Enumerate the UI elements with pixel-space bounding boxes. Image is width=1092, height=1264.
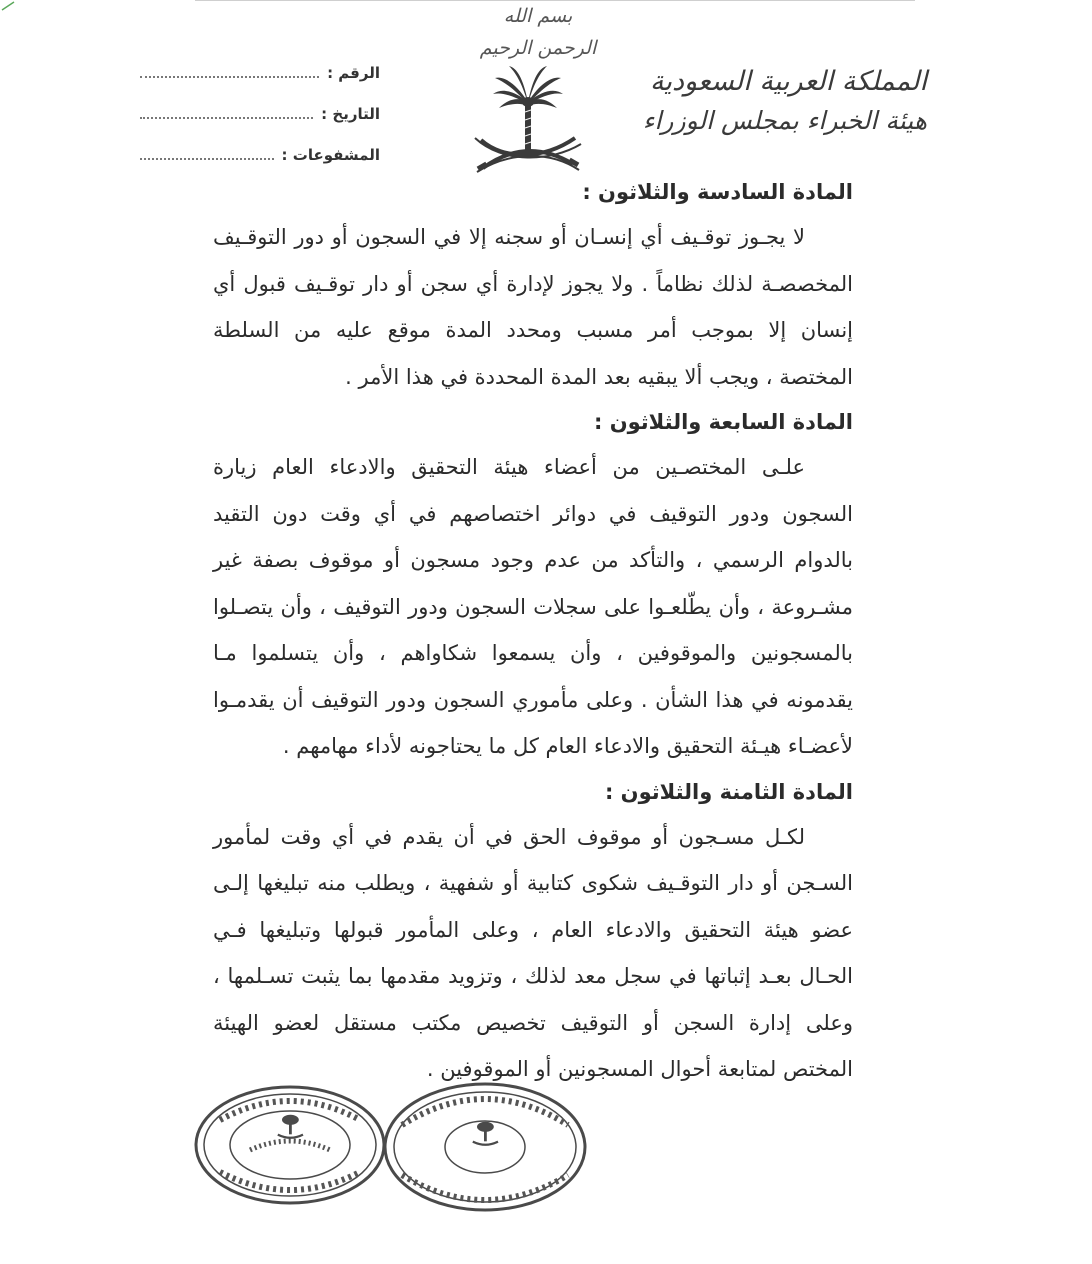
basmala: بسم الله الرحمن الرحيم: [479, 5, 597, 59]
article-title: المادة السابعة والثلاثون :: [594, 410, 853, 434]
saudi-emblem-icon: [473, 60, 583, 185]
ref-attachments-field: [140, 146, 274, 160]
ref-number-field: [140, 64, 319, 78]
article-text: علـى المختصـين من أعضاء هيئة التحقيق والادعاء العام زيارة السجون ودور التوقيف في دوائر اختصاصهم في أي وقت دون التقيد بالدوام الرسمي ، والتأكد من عدم وجود مسجون أو موقوف بصفة غير مشـروعة ، وأن يطّلعـوا على سجلات السجون ودور التوقيف ، وأن يتصـلوا بالمسجونين والموقوفين ، وأن يسمعوا شكاواهم ، وأن يتسلموا مـا يقدمونه في هذا الشأن . وعلى مأموري السجون ودور التوقيف أن يقدمـوا لأعضـاء هيـئة التحقيق والادعاء العام كل ما يحتاجونه لأداء مهامهم .: [213, 455, 853, 758]
ref-attachments-label: المشفوعات :: [281, 146, 380, 164]
experts-commission-stamp-icon: [190, 1080, 390, 1210]
ref-date-label: التاريخ :: [321, 105, 380, 123]
ref-number-row: [140, 64, 380, 105]
article-title: المادة السادسة والثلاثون :: [582, 180, 853, 204]
ref-number-label: الرقم :: [327, 64, 380, 82]
article-text: لا يجـوز توقـيف أي إنسـان أو سجنه إلا في السجون أو دور التوقـيف المخصصـة لذلك نظاماً . ولا يجوز لإدارة أي سجن أو دار توقـيف قبول أي إنسان إلا بموجب أمر مسبب ومحدد المدة موقع عليه من السلطة المختصة ، ويجب ألا يبقيه بعد المدة المحددة في هذا الأمر .: [213, 225, 853, 389]
kingdom-name: المملكة العربية السعودية: [649, 66, 927, 97]
article-38: [213, 770, 853, 1093]
article-36: [213, 170, 853, 400]
official-stamps: [190, 1075, 610, 1215]
general-secretariat-stamp-icon: [380, 1075, 590, 1215]
document-body: [213, 170, 853, 1093]
ref-date-field: [140, 105, 313, 119]
reference-block: [140, 64, 380, 187]
corner-mark-icon: [0, 0, 22, 12]
article-text: لكـل مسـجون أو موقوف الحق في أن يقدم في أي وقت لمأمور السـجن أو دار التوقـيف شكوى كتابية أو شفهية ، ويطلب منه تبليغها إلـى عضو هيئة التحقيق والادعاء العام ، وعلى المأمور قبولها وتبليغها فـي الحـال بعـد إثباتها في سجل معد لذلك ، وتزويد مقدمها بما يثبت تسـلمها ، وعلى إدارة السجن أو التوقيف تخصيص مكتب مستقل لعضو الهيئة المختص لمتابعة أحوال المسجونين أو الموقوفين .: [213, 824, 853, 1081]
article-37: [213, 400, 853, 770]
article-title: المادة الثامنة والثلاثون :: [604, 779, 853, 804]
letterhead: [627, 62, 927, 140]
ref-date-row: [140, 105, 380, 146]
authority-name: هيئة الخبراء بمجلس الوزراء: [642, 106, 927, 135]
